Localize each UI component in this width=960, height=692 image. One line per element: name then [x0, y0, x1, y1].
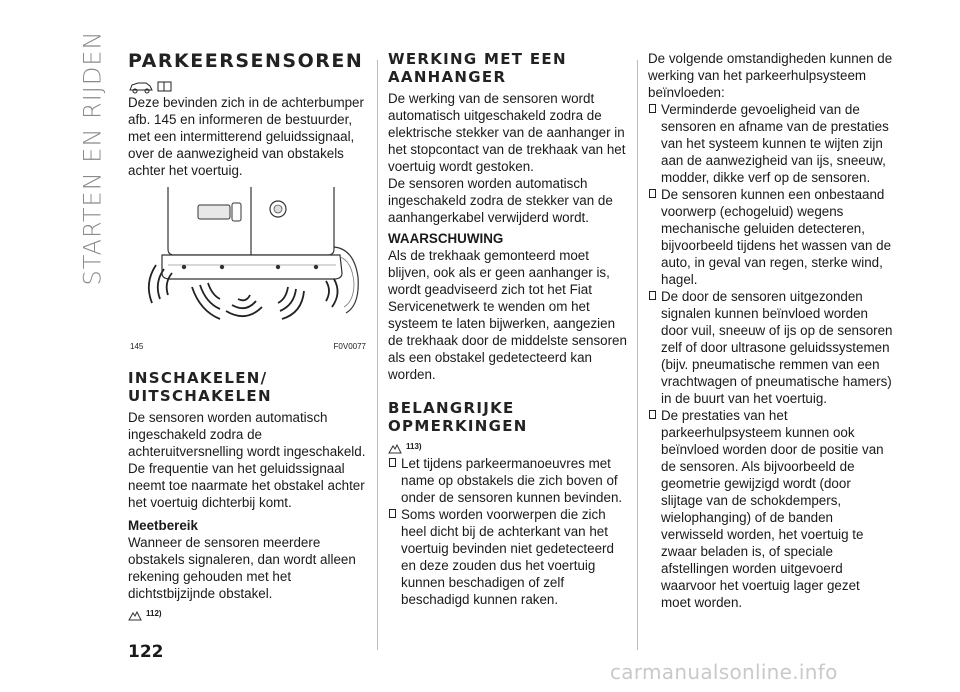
warning-heading: WAARSCHUWING	[388, 231, 504, 246]
aanhanger-paragraph-1: De werking van de sensoren wordt automatisch uitgeschakeld zodra de elektrische stekker van de aanhanger in het stopcontact van de trekhaak van het voertuig wordt gestoken.	[388, 91, 626, 174]
list-item: Verminderde gevoeligheid van de sensoren en afname van de prestaties van het systeem kunnen te wijten zijn aan de aanwezigheid van ijs, sneeuw, modder, dikke verf op de sensoren.	[648, 101, 893, 186]
warning-paragraph: Als de trekhaak gemonteerd moet blijven, ook als er geen aanhanger is, wordt geadviseerd zich tot het Fiat Servicenetwerk te wenden om het systeem te laten bijwerken, aangezien de trekhaak door de middelste sensoren als een obstakel gedetecteerd kan worden.	[388, 248, 627, 382]
bullet-box-icon	[389, 458, 396, 467]
column-2	[388, 50, 628, 608]
column-divider	[377, 60, 378, 650]
column-3	[648, 50, 893, 611]
watermark: carmanualsonline.info	[610, 660, 838, 684]
list-item: Let tijdens parkeermanoeuvres met name op obstakels die zich boven of onder de sensoren kunnen bevinden.	[388, 455, 628, 506]
conditions-intro: De volgende omstandigheden kunnen de werking van het parkeerhulpsysteem beïnvloeden:	[648, 51, 893, 100]
reference-number: 113)	[406, 442, 422, 451]
list-item: Soms worden voorwerpen die zich heel dicht bij de achterkant van het voertuig bevinden niet gedetecteerd en deze zouden dus het voertuig kunnen beschadigen of zelf beschadigd kunnen raken.	[388, 506, 628, 608]
subheading-meetbereik: Meetbereik	[128, 518, 198, 533]
column-divider	[637, 60, 638, 650]
bullet-box-icon	[389, 509, 396, 518]
section-paragraph: De sensoren worden automatisch ingeschakeld zodra de achteruitversnelling wordt ingeschakeld. De frequentie van het geluidssignaal neemt toe naarmate het obstakel achter het voertuig dichterbij komt.	[128, 410, 366, 510]
list-item: De prestaties van het parkeerhulpsysteem kunnen ook beïnvloed worden door de positie van de sensoren. Als bijvoorbeeld de geometrie gewijzigd wordt (door slijtage van de schokdempers, wielophanging) of de banden verwisseld worden, het voertuig te zwaar beladen is, of speciale afstellingen worden uitgevoerd waarvoor het voertuig lager gezet moet worden.	[648, 407, 893, 611]
figure-rear-bumper-sensors	[128, 187, 368, 337]
reference-row	[388, 437, 628, 455]
bullet-box-icon	[649, 291, 656, 300]
bullet-box-icon	[649, 189, 656, 198]
page-title: PARKEERSENSOREN	[128, 50, 364, 72]
aanhanger-paragraph-2: De sensoren worden automatisch ingeschakeld zodra de stekker van de aanhangerkabel verwijderd wordt.	[388, 176, 613, 225]
rear-bumper-illustration	[128, 187, 368, 337]
intro-paragraph: Deze bevinden zich in de achterbumper afb. 145 en informeren de bestuurder, met een intermitterend geluidssignaal, over de aanwezigheid van obstakels achter het voertuig.	[128, 95, 364, 178]
figure-number: 145	[130, 342, 144, 351]
reference-number: 112)	[146, 609, 162, 618]
section-side-tab	[72, 30, 112, 285]
list-item: De sensoren kunnen een onbestaand voorwerp (echogeluid) wegens mechanische geluiden detecteren, bijvoorbeeld tijdens het wassen van de auto, in geval van regen, sterke wind, hagel.	[648, 186, 893, 288]
reference-row	[128, 604, 368, 622]
column-1	[128, 50, 368, 622]
bullet-box-icon	[649, 410, 656, 419]
bullet-box-icon	[649, 104, 656, 113]
warning-hand-icon	[128, 610, 142, 622]
figure-caption	[128, 338, 368, 355]
van-type-icon	[156, 80, 174, 94]
section-side-tab-label: STARTEN EN RIJDEN	[78, 30, 106, 285]
vehicle-type-icon	[128, 80, 154, 94]
list-item: De door de sensoren uitgezonden signalen kunnen beïnvloed worden door vuil, sneeuw of ijs op de sensoren zelf of door ultrasone geluidssystemen (bijv. pneumatische remmen van een vrachtwagen of pneumatische hamers) in de buurt van het voertuig.	[648, 288, 893, 407]
section-heading-inschakelen: INSCHAKELEN/ UITSCHAKELEN	[128, 369, 272, 405]
figure-code: F0V0077	[333, 342, 366, 351]
section-heading-aanhanger: WERKING MET EEN AANHANGER	[388, 50, 567, 86]
warning-hand-icon	[388, 443, 402, 455]
page-number: 122	[128, 642, 164, 662]
section-heading-opmerkingen: BELANGRIJKE OPMERKINGEN	[388, 399, 528, 435]
car-icons	[128, 76, 368, 94]
meetbereik-paragraph: Wanneer de sensoren meerdere obstakels signaleren, dan wordt alleen rekening gehouden met het dichtstbijzijnde obstakel.	[128, 535, 356, 601]
